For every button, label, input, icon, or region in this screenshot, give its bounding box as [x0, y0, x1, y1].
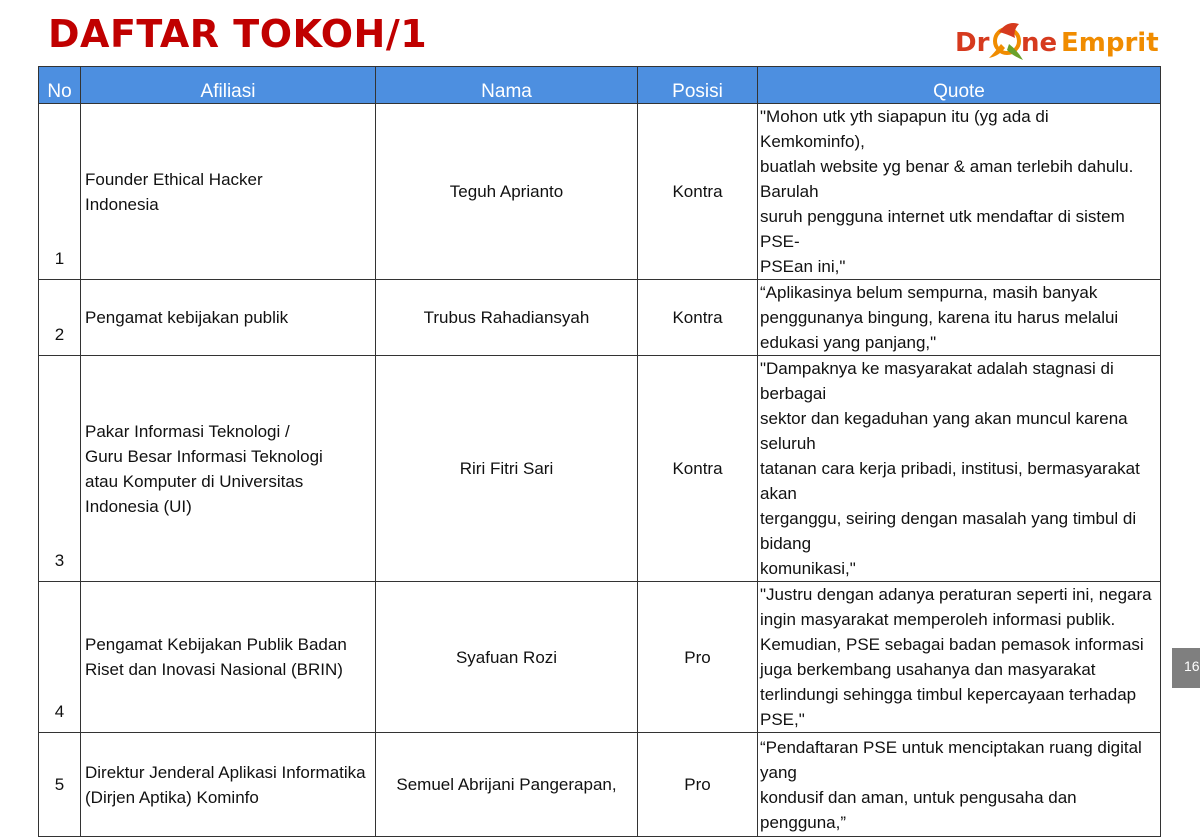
afiliasi-line: Direktur Jenderal Aplikasi Informatika [85, 762, 366, 782]
afiliasi-line: Riset dan Inovasi Nasional (BRIN) [85, 660, 343, 679]
drone-emprit-logo-svg [955, 14, 1170, 66]
row-quote [758, 280, 1161, 356]
drone-emprit-logo [955, 14, 1170, 66]
afiliasi-line: Indonesia (UI) [85, 496, 192, 516]
row-no: 4 [39, 582, 81, 733]
logo-text-emprit: Emprit [1061, 28, 1159, 58]
quote-line: ingin masyarakat memperoleh informasi publik. [760, 610, 1116, 629]
quote-line: terganggu, seiring dengan masalah yang timbul di bidang [760, 509, 1137, 553]
quote-line: “Aplikasinya belum sempurna, masih banyak [760, 283, 1098, 302]
row-nama: Syafuan Rozi [376, 582, 638, 733]
row-quote [758, 356, 1161, 582]
row-no: 3 [39, 356, 81, 582]
quote-line: "Mohon utk yth siapapun itu (yg ada di Kemkominfo), [760, 107, 1049, 151]
row-posisi: Kontra [638, 104, 758, 280]
tokoh-table [38, 66, 1161, 837]
row-nama: Teguh Aprianto [376, 104, 638, 280]
row-no: 2 [39, 280, 81, 356]
afiliasi-line: Pakar Informasi Teknologi / [85, 421, 290, 441]
header-nama: Nama [376, 67, 638, 104]
quote-line: "Justru dengan adanya peraturan seperti ini, negara [760, 585, 1152, 604]
row-afiliasi [81, 356, 376, 582]
row-nama: Trubus Rahadiansyah [376, 280, 638, 356]
row-no: 5 [39, 733, 81, 837]
row-posisi: Pro [638, 582, 758, 733]
quote-line: "Dampaknya ke masyarakat adalah stagnasi di berbagai [760, 359, 1114, 403]
row-quote [758, 582, 1161, 733]
bird-icon [989, 23, 1023, 60]
quote-line: tatanan cara kerja pribadi, institusi, bermasyarakat akan [760, 459, 1140, 503]
table-row [39, 104, 1161, 280]
row-no: 1 [39, 104, 81, 280]
header-posisi: Posisi [638, 67, 758, 104]
quote-line: komunikasi," [760, 559, 856, 578]
header-no: No [39, 67, 81, 104]
header-afiliasi: Afiliasi [81, 67, 376, 104]
quote-line: kondusif dan aman, untuk pengusaha dan pengguna,” [760, 787, 1077, 832]
row-posisi: Kontra [638, 356, 758, 582]
page-title: DAFTAR TOKOH/1 [48, 12, 428, 56]
table-row [39, 582, 1161, 733]
afiliasi-line: Founder Ethical Hacker [85, 169, 263, 189]
afiliasi-line: atau Komputer di Universitas [85, 471, 304, 491]
row-afiliasi [81, 733, 376, 837]
quote-line: PSEan ini," [760, 257, 846, 276]
row-posisi: Pro [638, 733, 758, 837]
row-afiliasi [81, 582, 376, 733]
table-row [39, 733, 1161, 837]
row-posisi: Kontra [638, 280, 758, 356]
quote-line: suruh pengguna internet utk mendaftar di sistem PSE- [760, 207, 1125, 251]
afiliasi-line: (Dirjen Aptika) Kominfo [85, 787, 259, 807]
quote-line: edukasi yang panjang," [760, 333, 937, 352]
logo-text-dr: Dr [955, 28, 990, 58]
afiliasi-line: Indonesia [85, 194, 159, 214]
row-quote [758, 104, 1161, 280]
row-afiliasi [81, 280, 376, 356]
page-number: 16 [1172, 648, 1200, 688]
row-quote [758, 733, 1161, 837]
quote-line: juga berkembang usahanya dan masyarakat [760, 660, 1096, 679]
row-nama: Riri Fitri Sari [376, 356, 638, 582]
quote-line: PSE," [760, 710, 805, 729]
quote-line: penggunanya bingung, karena itu harus melalui [760, 308, 1119, 327]
header-quote: Quote [758, 67, 1161, 104]
table-row [39, 356, 1161, 582]
row-nama: Semuel Abrijani Pangerapan, [376, 733, 638, 837]
row-afiliasi [81, 104, 376, 280]
afiliasi-line: Guru Besar Informasi Teknologi [85, 446, 323, 466]
afiliasi-line: Pengamat kebijakan publik [85, 308, 289, 327]
table-header-row [39, 67, 1161, 104]
quote-line: buatlah website yg benar & aman terlebih dahulu. Barulah [760, 157, 1134, 201]
afiliasi-line: Pengamat Kebijakan Publik Badan [85, 635, 347, 654]
quote-line: terlindungi sehingga timbul kepercayaan terhadap [760, 685, 1137, 704]
logo-text-ne: ne [1021, 28, 1058, 58]
quote-line: Kemudian, PSE sebagai badan pemasok informasi [760, 635, 1144, 654]
quote-line: sektor dan kegaduhan yang akan muncul karena seluruh [760, 409, 1128, 453]
quote-line: “Pendaftaran PSE untuk menciptakan ruang digital yang [760, 737, 1142, 782]
table-row [39, 280, 1161, 356]
